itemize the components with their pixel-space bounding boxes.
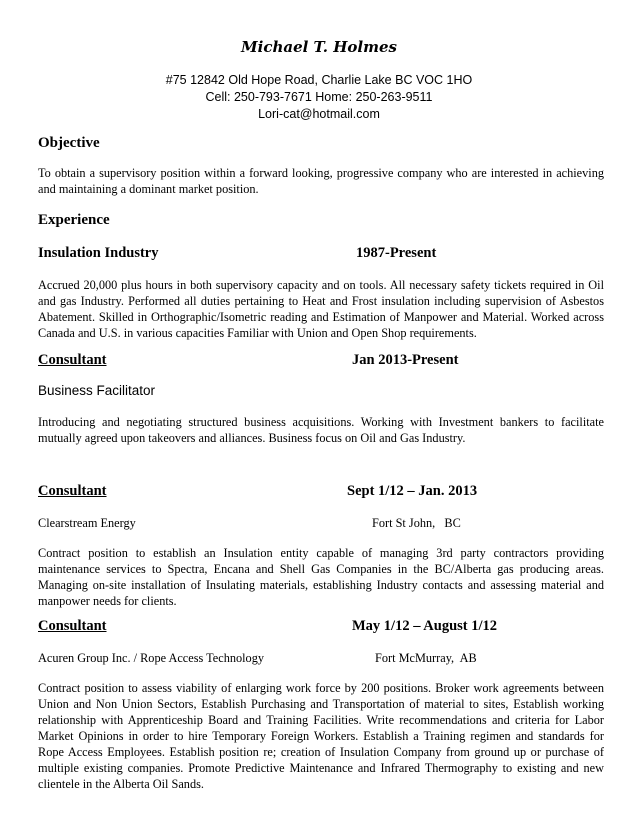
job-company-consultant-3: Acuren Group Inc. / Rope Access Technology (38, 651, 265, 665)
objective-heading: Objective (38, 135, 100, 151)
job-dates-consultant-3: May 1/12 – August 1/12 (352, 618, 498, 634)
job-title-consultant-1: Consultant (38, 352, 107, 368)
job-dates-insulation: 1987-Present (356, 245, 437, 261)
job-title-consultant-2: Consultant (38, 483, 107, 499)
experience-heading: Experience (38, 212, 110, 228)
job-text-consultant-2: Contract position to establish an Insulation entity capable of managing 3rd party contractors providing maintenance services to Spectra, Encana and Shell Gas Companies in the BC/Alberta gas producing areas. Managing on-site installation of Insulating materials, establishing Industry contacts and assessing material and manpower needs for clients. (38, 546, 604, 608)
phone-line: Cell: 250-793-7671 Home: 250-263-9511 (205, 90, 433, 104)
job-subtitle-consultant-1: Business Facilitator (38, 383, 156, 398)
job-text-consultant-3: Contract position to assess viability of enlarging work force by 200 positions. Broker work agreements between Union and Non Union Sectors, Establish Purchasing and Transportation of material to sites, Establish working relationship with Apprenticeship Board and Training Facilities. Write recommendations and criteria for Labor Market Opinions in order to hire Temporary Foreign Workers. Establish a Training regimen and standards for Rope Access Employees. Establish position re; creation of Insulation Company from ground up or purchase of multiple existing companies. Promote Predictive Maintenance and Infrared Thermography to existing and new clientele in the Alberta Oil Sands. (38, 681, 604, 791)
job-text-consultant-1: Introducing and negotiating structured business acquisitions. Working with Investment bankers to facilitate mutually agreed upon takeovers and alliances. Business focus on Oil and Gas Industry. (38, 415, 604, 445)
job-company-consultant-2: Clearstream Energy (38, 516, 136, 530)
address-line: #75 12842 Old Hope Road, Charlie Lake BC VOC 1HO (165, 73, 473, 87)
job-title-consultant-3: Consultant (38, 618, 107, 634)
job-location-consultant-2: Fort St John, BC (372, 516, 461, 530)
objective-text: To obtain a supervisory position within a forward looking, progressive company who are interested in achieving and maintaining a dominant market position. (38, 166, 604, 196)
job-text-insulation: Accrued 20,000 plus hours in both supervisory capacity and on tools. All necessary safety tickets required in Oil and gas Industry. Performed all duties pertaining to Heat and Frost insulation including supervision of Asbestos Abatement. Skilled in Orthographic/Isometric reading and Estimation of Manpower and Material. Worked across Canada and U.S. in various capacities Familiar with Union and Open Shop requirements. (38, 278, 604, 340)
job-dates-consultant-2: Sept 1/12 – Jan. 2013 (347, 483, 478, 499)
candidate-name: Michael T. Holmes (241, 38, 397, 56)
job-title-insulation: Insulation Industry (38, 245, 159, 261)
job-location-consultant-3: Fort McMurray, AB (375, 651, 477, 665)
email-line: Lori-cat@hotmail.com (258, 107, 380, 121)
job-dates-consultant-1: Jan 2013-Present (352, 352, 459, 368)
